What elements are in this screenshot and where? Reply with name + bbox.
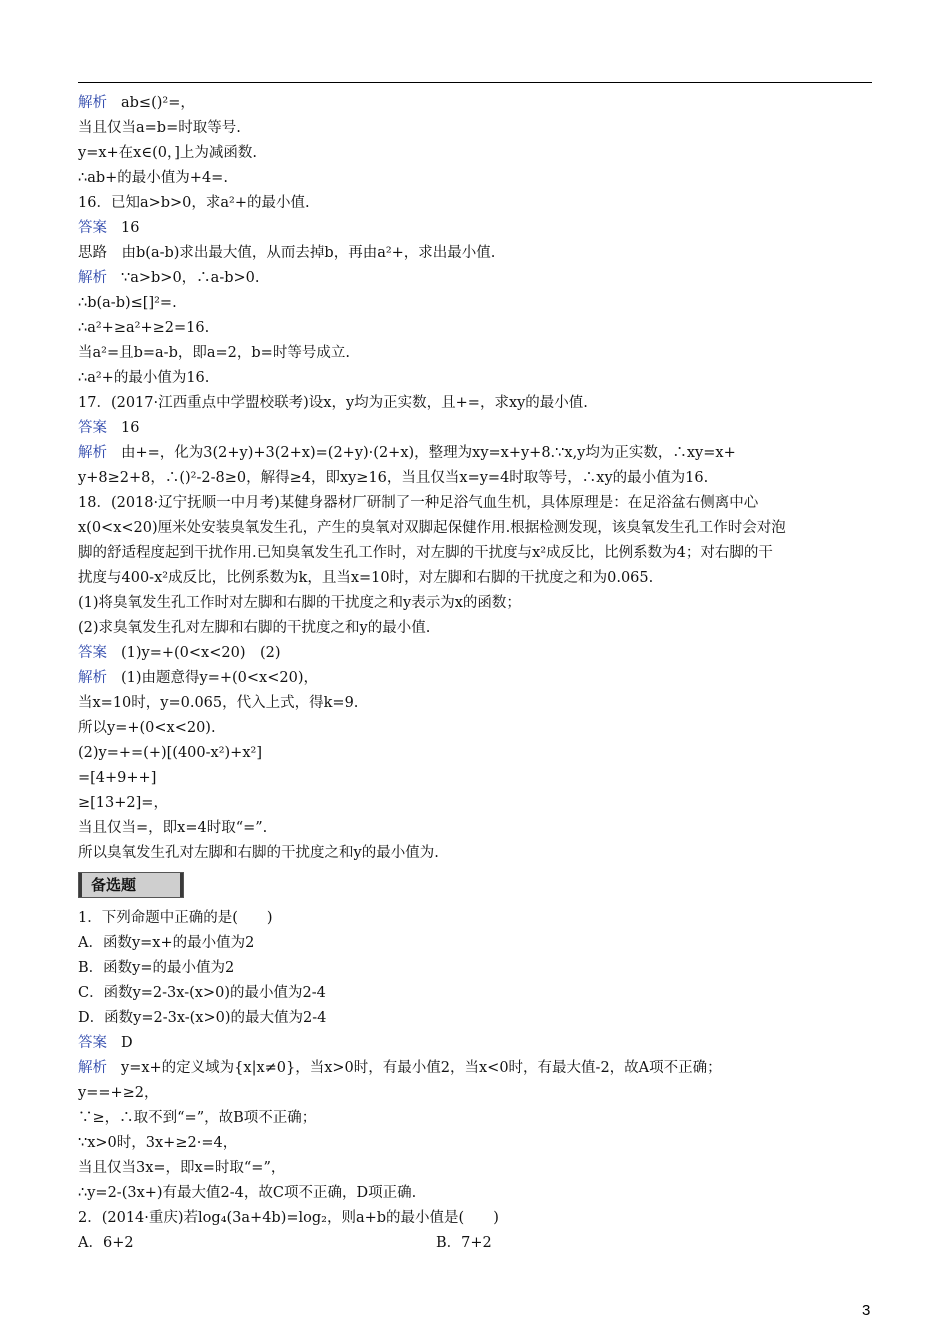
text-line <box>78 1106 876 1131</box>
text-line <box>78 566 876 591</box>
text-line <box>78 391 876 416</box>
text-line <box>78 766 876 791</box>
answer-tag: 解析 <box>78 95 107 111</box>
text-line <box>78 931 876 956</box>
line-text: (2)求臭氧发生孔对左脚和右脚的干扰度之和y的最小值. <box>78 620 431 636</box>
line-text: 17．(2017·江西重点中学盟校联考)设x，y均为正实数，且+=，求xy的最小值. <box>78 395 588 411</box>
header-rule <box>78 82 872 83</box>
answer-tag: 答案 <box>78 645 107 661</box>
text-line <box>78 1156 876 1181</box>
section-title: 备选题 <box>91 876 137 894</box>
line-text: (2)y=+=(+)[(400-x²)+x²] <box>78 745 262 761</box>
line-text: 所以臭氧发生孔对左脚和右脚的干扰度之和y的最小值为. <box>78 845 439 861</box>
answer-tag: 答案 <box>78 420 107 436</box>
line-text: =[4+9++] <box>78 770 157 786</box>
line-text: B．函数y=的最小值为2 <box>78 960 235 976</box>
line-text: 扰度与400-x²成反比，比例系数为k，且当x=10时，对左脚和右脚的干扰度之和为0.065. <box>78 570 654 586</box>
line-text: 18．(2018·辽宁抚顺一中月考)某健身器材厂研制了一种足浴气血生机，具体原理是：在足浴盆右侧离中心 <box>78 495 759 511</box>
line-text: ∴b(a-b)≤[]²=. <box>78 295 177 311</box>
question-2-options <box>78 1231 876 1256</box>
line-text: (1)将臭氧发生孔工作时对左脚和右脚的干扰度之和y表示为x的函数； <box>78 595 521 611</box>
line-text: 当且仅当a=b=时取等号. <box>78 120 241 136</box>
section-header-backup-questions <box>78 872 184 898</box>
text-line <box>78 316 876 341</box>
option-a: A．6+2 <box>78 1235 134 1251</box>
text-line <box>78 741 876 766</box>
text-line <box>78 541 876 566</box>
line-text: 所以y=+(0<x<20). <box>78 720 216 736</box>
line-text: y=x+的定义域为{x|x≠0}，当x>0时，有最小值2，当x<0时，有最大值-2，故A项不正确； <box>121 1060 722 1076</box>
line-text: 由+=，化为3(2+y)+3(2+x)=(2+y)·(2+x)，整理为xy=x+y+8.∵x,y均为正实数，∴xy=x+ <box>121 445 736 461</box>
text-line <box>78 366 876 391</box>
line-text: D <box>121 1035 133 1051</box>
answer-tag: 解析 <box>78 1060 107 1076</box>
line-text: 思路 由b(a-b)求出最大值，从而去掉b，再由a²+，求出最小值. <box>78 245 496 261</box>
line-text: x(0<x<20)厘米处安装臭氧发生孔，产生的臭氧对双脚起保健作用.根据检测发现，该臭氧发生孔工作时会对泡 <box>78 520 786 536</box>
text-line <box>78 906 876 931</box>
section-header-left-bar <box>79 873 82 897</box>
page-number: 3 <box>862 1302 871 1319</box>
line-text: 16 <box>121 220 140 236</box>
text-line <box>78 816 876 841</box>
text-line <box>78 591 876 616</box>
line-text: 1．下列命题中正确的是( ) <box>78 910 273 926</box>
line-text: ab≤()²=， <box>121 95 195 111</box>
backup-questions-block <box>78 906 876 1231</box>
line-text: ∴a²+≥a²+≥2=16. <box>78 320 210 336</box>
line-text: D．函数y=2-3x-(x>0)的最大值为2-4 <box>78 1010 327 1026</box>
answer-tag: 解析 <box>78 670 107 686</box>
text-line <box>78 716 876 741</box>
line-text: y=x+在x∈(0，]上为减函数. <box>78 145 257 161</box>
line-text: 脚的舒适程度起到干扰作用.已知臭氧发生孔工作时，对左脚的干扰度与x²成反比，比例系数为4；对右脚的干 <box>78 545 773 561</box>
line-text: y+8≥2+8，∴()²-2-8≥0，解得≥4，即xy≥16，当且仅当x=y=4时取等号，∴xy的最小值为16. <box>78 470 709 486</box>
text-line <box>78 491 876 516</box>
text-line <box>78 1131 876 1156</box>
line-text: 16 <box>121 420 140 436</box>
text-line <box>78 441 876 466</box>
text-line <box>78 266 876 291</box>
line-text: ∴ab+的最小值为+4=. <box>78 170 228 186</box>
text-line <box>78 166 876 191</box>
text-line <box>78 841 876 866</box>
text-line <box>78 191 876 216</box>
text-line <box>78 241 876 266</box>
line-text: C．函数y=2-3x-(x>0)的最小值为2-4 <box>78 985 326 1001</box>
text-line <box>78 91 876 116</box>
line-text: (1)y=+(0<x<20) (2) <box>121 645 281 661</box>
line-text: ∵x>0时，3x+≥2·=4， <box>78 1135 238 1151</box>
solutions-block <box>78 91 876 866</box>
text-line <box>78 216 876 241</box>
text-line <box>78 1031 876 1056</box>
text-line <box>78 666 876 691</box>
line-text: ∵a>b>0，∴a-b>0. <box>121 270 260 286</box>
text-line <box>78 791 876 816</box>
text-line <box>78 641 876 666</box>
line-text: ∴y=2-(3x+)有最大值2-4，故C项不正确，D项正确. <box>78 1185 417 1201</box>
answer-tag: 答案 <box>78 1035 107 1051</box>
line-text: ≥[13+2]=， <box>78 795 168 811</box>
text-line <box>78 1181 876 1206</box>
document-content <box>78 91 876 1256</box>
line-text: y==+≥2， <box>78 1085 159 1101</box>
text-line <box>78 116 876 141</box>
text-line <box>78 291 876 316</box>
text-line <box>78 1006 876 1031</box>
line-text: 2．(2014·重庆)若log₄(3a+4b)=log₂，则a+b的最小值是( ) <box>78 1210 499 1226</box>
text-line <box>78 691 876 716</box>
text-line <box>78 1056 876 1081</box>
answer-tag: 解析 <box>78 445 107 461</box>
text-line <box>78 141 876 166</box>
text-line <box>78 416 876 441</box>
line-text: 当且仅当3x=，即x=时取“=”， <box>78 1160 286 1176</box>
text-line <box>78 516 876 541</box>
line-text: 16．已知a>b>0，求a²+的最小值. <box>78 195 310 211</box>
line-text: (1)由题意得y=+(0<x<20)， <box>121 670 318 686</box>
answer-tag: 答案 <box>78 220 107 236</box>
text-line <box>78 1206 876 1231</box>
line-text: A．函数y=x+的最小值为2 <box>78 935 255 951</box>
option-b: B．7+2 <box>436 1235 492 1251</box>
answer-tag: 解析 <box>78 270 107 286</box>
text-line <box>78 981 876 1006</box>
line-text: ∵≥，∴取不到“=”，故B项不正确； <box>78 1110 317 1126</box>
line-text: 当a²=且b=a-b，即a=2，b=时等号成立. <box>78 345 350 361</box>
text-line <box>78 341 876 366</box>
section-header-right-bar <box>180 873 183 897</box>
text-line <box>78 1081 876 1106</box>
text-line <box>78 616 876 641</box>
line-text: 当且仅当=，即x=4时取“=”. <box>78 820 268 836</box>
text-line <box>78 956 876 981</box>
line-text: 当x=10时，y=0.065，代入上式，得k=9. <box>78 695 359 711</box>
text-line <box>78 466 876 491</box>
line-text: ∴a²+的最小值为16. <box>78 370 210 386</box>
